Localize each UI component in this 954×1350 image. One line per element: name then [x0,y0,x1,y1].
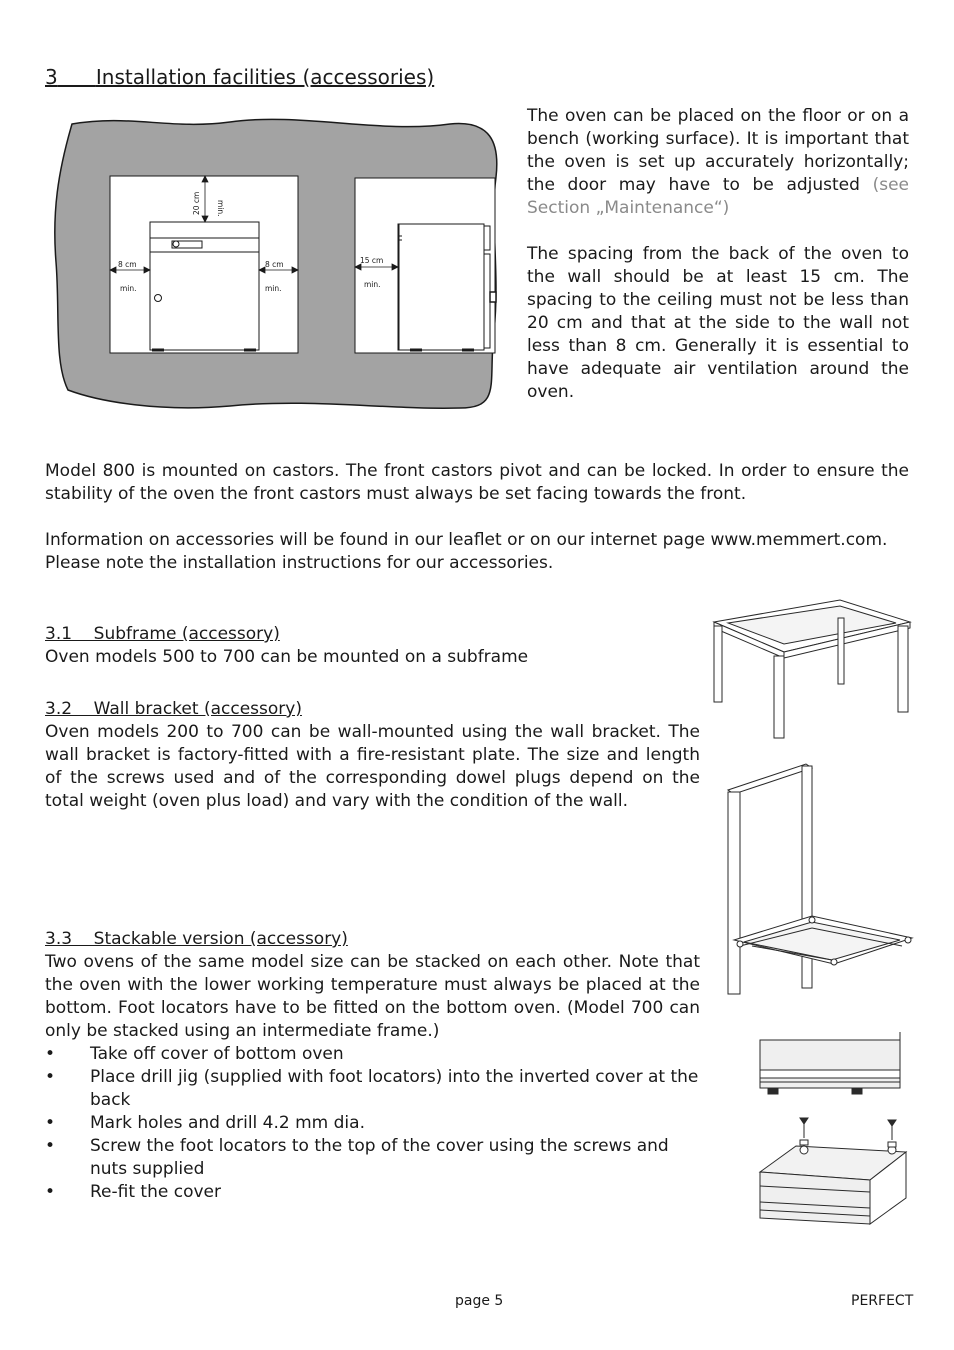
heading-title: Installation facilities (accessories) [95,65,435,89]
bullet-item: Re-fit the cover [90,1182,221,1202]
bullet-item: Place drill jig (supplied with foot locators) into the inverted cover at the back [90,1067,699,1110]
oven-front-view [150,222,259,350]
wall-bracket-illustration [722,760,917,1000]
intro-text [527,105,909,404]
bullet-item: Mark holes and drill 4.2 mm dia. [90,1113,365,1133]
subframe-heading: 3.1 Subframe (accessory) [45,624,280,644]
bullet-item: Screw the foot locators to the top of the cover using the screws and nuts supplied [90,1136,669,1179]
bullet-item: Take off cover of bottom oven [90,1044,344,1064]
top-min-label: min. [216,200,225,217]
left-min-label: min. [120,284,137,293]
castors-paragraph: Model 800 is mounted on castors. The front castors pivot and can be locked. In order to ensure the stability of the oven the front castors must always be set facing towards the front. [45,461,909,504]
info-line-2: Please note the installation instructions for our accessories. [45,553,554,573]
wall-bracket-text: Oven models 200 to 700 can be wall-mounted using the wall bracket. The wall bracket is factory-fitted with a fire-resistant plate. The size and length of the screws used and of the corresponding dowel plugs depend on the total weight (oven plus load) and vary with the condition of the wall. [45,722,700,811]
bullet-symbol: • [45,1113,56,1133]
installation-spacing-diagram [50,112,502,412]
stackable-text: Two ovens of the same model size can be stacked on each other. Note that the oven with the lower working temperature must always be placed at the bottom. Foot locators have to be fitted on the bottom oven. (Model 700 can only be stacked using an intermediate frame.) [45,952,700,1041]
maintenance-reference: (see Section „Maintenance“) [527,175,909,218]
intro-paragraph-2: The spacing from the back of the oven to the wall should be at least 15 cm. The spacing to the ceiling must not be less than 20 cm and that at the side to the wall not less than 8 cm. Generally it is essential to have adequate air ventilation around the oven. [527,244,909,402]
right-min-label: min. [265,284,282,293]
top-spacing-label: 20 cm [192,191,201,215]
oven-bottom-illustration [756,1030,906,1105]
page-number: page 5 [455,1293,504,1309]
bullet-symbol: • [45,1182,56,1202]
section-heading [45,64,434,90]
right-spacing-label: 8 cm [265,260,284,269]
back-spacing-label: 15 cm [360,256,384,265]
bullet-symbol: • [45,1044,56,1064]
product-name: PERFECT [851,1293,914,1309]
back-min-label: min. [364,280,381,289]
bullet-symbol: • [45,1136,56,1156]
bullet-symbol: • [45,1067,56,1087]
heading-number: 3 [45,65,58,89]
info-line-1: Information on accessories will be found in our leaflet or on our internet page www.memmert.com. [45,530,888,550]
oven-side-view [398,224,496,350]
subframe-text: Oven models 500 to 700 can be mounted on a subframe [45,647,529,667]
stackable-heading: 3.3 Stackable version (accessory) [45,929,348,949]
foot-locator-illustration [756,1112,912,1236]
subframe-illustration [710,598,910,743]
wall-bracket-heading: 3.2 Wall bracket (accessory) [45,699,302,719]
intro-paragraph-1: The oven can be placed on the floor or on a bench (working surface). It is important that the oven is set up accurately horizontally; the door may have to be adjusted (see Section „Maintenance“) [527,106,909,218]
left-spacing-label: 8 cm [118,260,137,269]
